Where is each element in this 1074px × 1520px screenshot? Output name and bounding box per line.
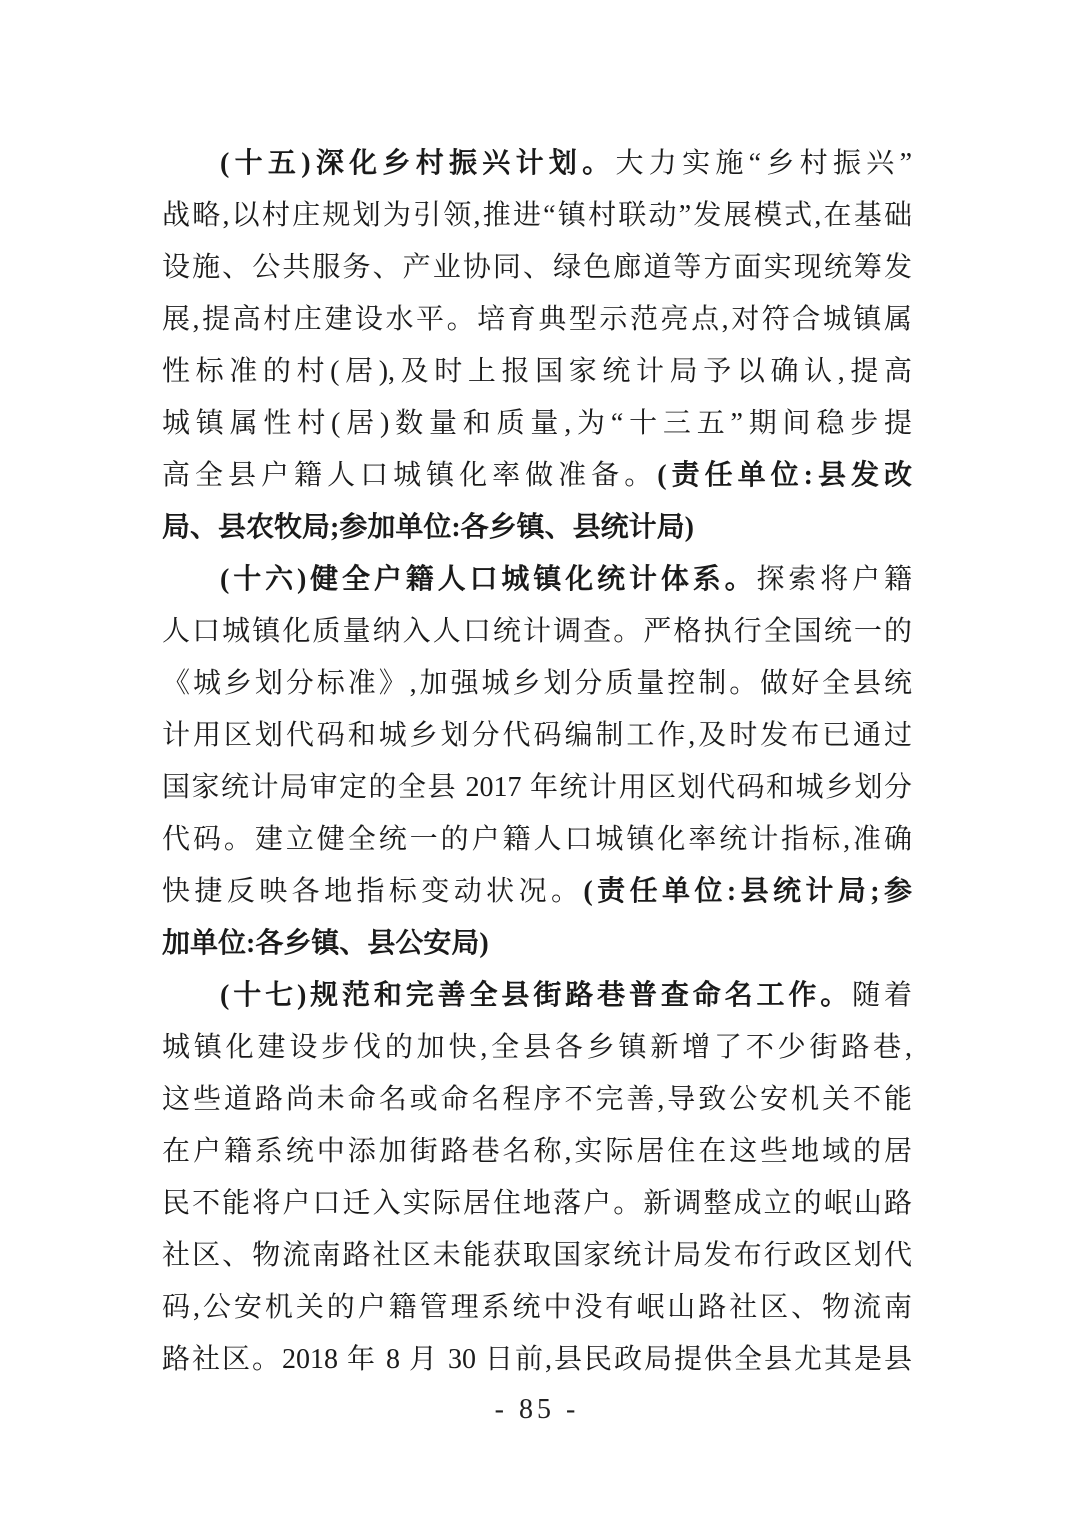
paragraph [162,138,912,554]
text-line [162,1334,912,1386]
emphasis-text: (责任单位:县发改 [657,460,912,491]
text-line [162,710,912,762]
body-text: 随着 [852,980,912,1011]
body-text: 这些道路尚未命名或命名程序不完善,导致公安机关不能 [162,1084,912,1115]
emphasis-text: 局、县农牧局;参加单位:各乡镇、县统计局) [162,512,694,543]
body-text: 计用区划代码和城乡划分代码编制工作,及时发布已通过 [162,720,912,751]
emphasis-text: (十五)深化乡村振兴计划。 [220,148,616,179]
body-text: 战略,以村庄规划为引领,推进“镇村联动”发展模式,在基础 [162,200,912,231]
text-line [162,1074,912,1126]
text-line [162,866,912,918]
body-text: 展,提高村庄建设水平。培育典型示范亮点,对符合城镇属 [162,304,912,335]
body-text: 城镇化建设步伐的加快,全县各乡镇新增了不少街路巷, [162,1032,912,1063]
text-line [162,1022,912,1074]
text-line [162,242,912,294]
body-text: 高全县户籍人口城镇化率做准备。 [162,460,658,491]
text-line [162,918,912,970]
text-line [162,1282,912,1334]
text-line [162,970,912,1022]
text-line [162,606,912,658]
text-line [162,814,912,866]
body-text: 代码。建立健全统一的户籍人口城镇化率统计指标,准确 [162,824,912,855]
text-line [162,1126,912,1178]
text-line [162,1230,912,1282]
body-text: 城镇属性村(居)数量和质量,为“十三五”期间稳步提 [162,408,912,439]
text-line [162,450,912,502]
text-line [162,346,912,398]
body-text: 探索将户籍 [756,564,912,595]
text-line [162,502,912,554]
body-text: 设施、公共服务、产业协同、绿色廊道等方面实现统筹发 [162,252,912,283]
paragraph [162,970,912,1386]
text-line [162,658,912,710]
body-text: 民不能将户口迁入实际居住地落户。新调整成立的岷山路 [162,1188,912,1219]
body-text: 在户籍系统中添加街路巷名称,实际居住在这些地域的居 [162,1136,912,1167]
text-line [162,398,912,450]
emphasis-text: (十六)健全户籍人口城镇化统计体系。 [220,564,757,595]
page-number: - 85 - [494,1394,580,1425]
text-line [162,138,912,190]
body-text: 《城乡划分标准》,加强城乡划分质量控制。做好全县统 [162,668,912,699]
paragraph [162,554,912,970]
body-text: 社区、物流南路社区未能获取国家统计局发布行政区划代 [162,1240,912,1271]
text-line [162,1178,912,1230]
text-line [162,190,912,242]
body-text: 人口城镇化质量纳入人口统计调查。严格执行全国统一的 [162,616,912,647]
text-line [162,294,912,346]
body-text: 路社区。2018 年 8 月 30 日前,县民政局提供全县尤其是县 [162,1344,912,1375]
document-body [162,138,912,1386]
body-text: 性标准的村(居),及时上报国家统计局予以确认,提高 [162,356,912,387]
text-line [162,762,912,814]
text-line [162,554,912,606]
emphasis-text: (责任单位:县统计局;参 [583,876,912,907]
emphasis-text: 加单位:各乡镇、县公安局) [162,928,489,959]
body-text: 码,公安机关的户籍管理系统中没有岷山路社区、物流南 [162,1292,912,1323]
emphasis-text: (十七)规范和完善全县街路巷普查命名工作。 [220,980,853,1011]
body-text: 快捷反映各地指标变动状况。 [162,876,584,907]
body-text: 大力实施“乡村振兴” [615,148,912,179]
body-text: 国家统计局审定的全县 2017 年统计用区划代码和城乡划分 [162,772,912,803]
